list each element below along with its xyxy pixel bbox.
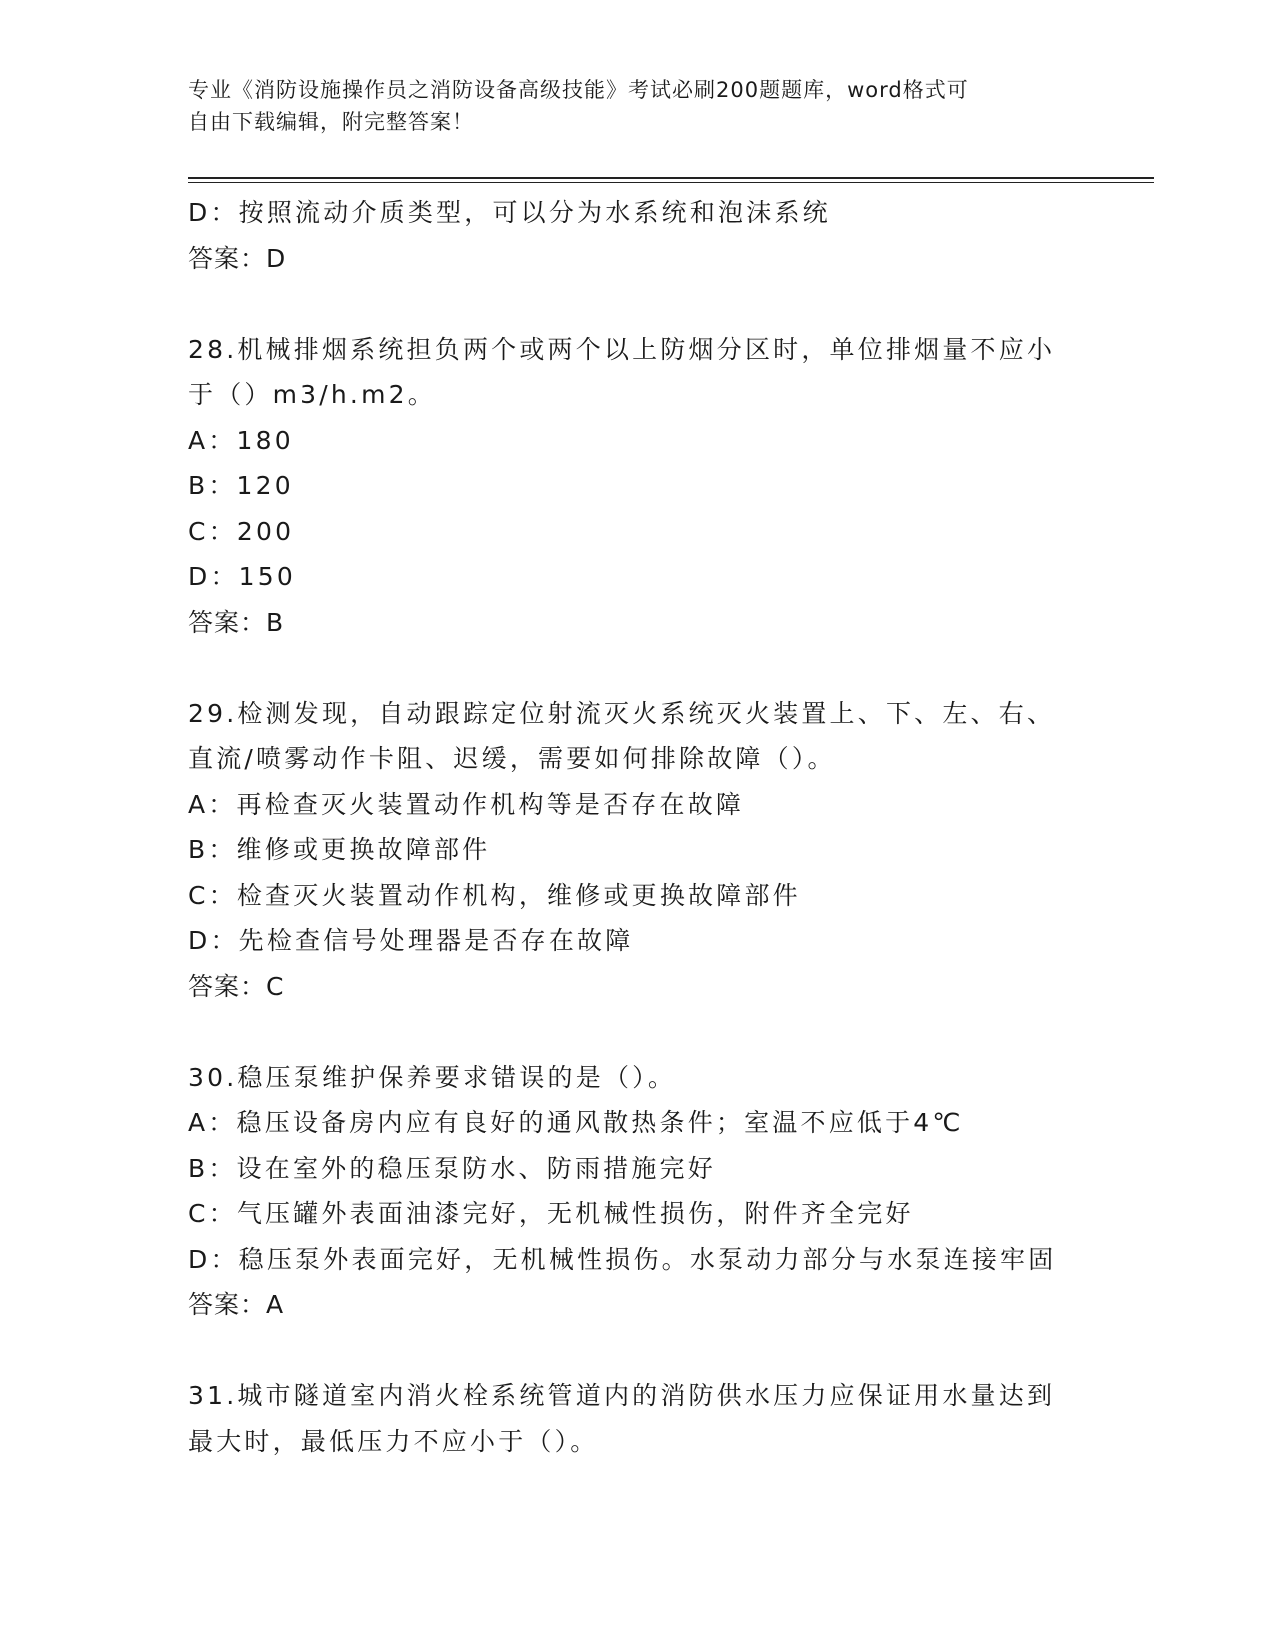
question-stem: 30.稳压泵维护保养要求错误的是（）。 (188, 1062, 677, 1092)
previous-question-tail (188, 190, 1088, 281)
option-d: D：150 (188, 562, 296, 591)
question-stem-continued: 最大时，最低压力不应小于（）。 (188, 1426, 599, 1456)
question-stem-continued: 于（）m3/h.m2。 (188, 380, 436, 409)
option-b: B：120 (188, 471, 294, 500)
document-header (188, 74, 1068, 138)
header-title-line-2: 自由下载编辑，附完整答案！ (188, 110, 474, 134)
answer-line: 答案：C (188, 971, 285, 1001)
answer-line: 答案：D (188, 243, 287, 273)
document-body (188, 190, 1088, 1464)
header-divider-thin (188, 182, 1154, 183)
option-a: A：再检查灭火装置动作机构等是否存在故障 (188, 789, 745, 819)
question-30 (188, 1055, 1088, 1328)
question-stem: 28.机械排烟系统担负两个或两个以上防烟分区时，单位排烟量不应小 (188, 334, 1056, 364)
option-c: C：200 (188, 516, 295, 546)
option-c: C：检查灭火装置动作机构，维修或更换故障部件 (188, 880, 801, 910)
answer-line: 答案：B (188, 607, 285, 637)
header-divider (188, 177, 1154, 179)
answer-line: 答案：A (188, 1290, 285, 1319)
question-stem: 29.检测发现，自动跟踪定位射流灭火系统灭火装置上、下、左、右、 (188, 698, 1056, 728)
question-stem-continued: 直流/喷雾动作卡阻、迟缓，需要如何排除故障（）。 (188, 744, 836, 773)
question-stem: 31.城市隧道室内消火栓系统管道内的消防供水压力应保证用水量达到 (188, 1381, 1056, 1410)
option-a: A：180 (188, 425, 294, 455)
option-d: D：稳压泵外表面完好，无机械性损伤。水泵动力部分与水泵连接牢固 (188, 1244, 1057, 1274)
question-28 (188, 327, 1088, 646)
option-b: B：设在室外的稳压泵防水、防雨措施完好 (188, 1153, 716, 1183)
option-b: B：维修或更换故障部件 (188, 835, 491, 864)
header-title-line-1: 专业《消防设施操作员之消防设备高级技能》考试必刷200题题库，word格式可 (188, 78, 969, 102)
question-31 (188, 1373, 1088, 1464)
option-a: A：稳压设备房内应有良好的通风散热条件；室温不应低于4℃ (188, 1108, 964, 1137)
question-29 (188, 691, 1088, 1010)
option-c: C：气压罐外表面油漆完好，无机械性损伤，附件齐全完好 (188, 1199, 914, 1228)
option-d: D：先检查信号处理器是否存在故障 (188, 926, 634, 955)
option-d: D：按照流动介质类型，可以分为水系统和泡沫系统 (188, 198, 831, 227)
